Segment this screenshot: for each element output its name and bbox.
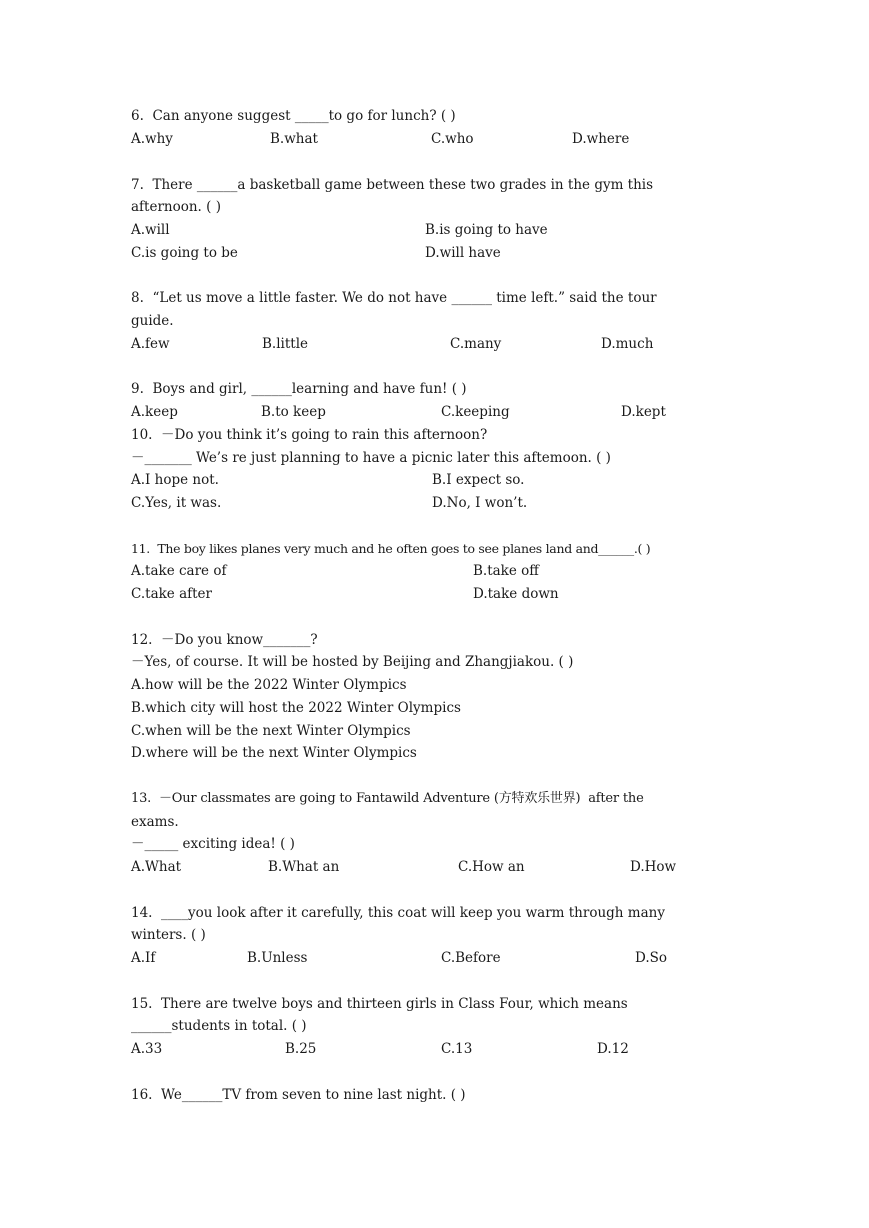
q9-stem: 9. Boys and girl, ______learning and have fun! ( ) [131, 381, 467, 397]
q10-stem: 10. －Do you think it’s going to rain this afternoon? [131, 427, 488, 443]
q11-option-c: C.take after [131, 586, 212, 602]
q15-stem-cont: ______students in total. ( ) [131, 1018, 307, 1034]
q10-option-c: C.Yes, it was. [131, 495, 222, 511]
q10-option-b: B.I expect so. [432, 472, 525, 488]
q12-option-c: C.when will be the next Winter Olympics [131, 723, 411, 739]
q9-option-b: B.to keep [261, 404, 326, 420]
q7-option-c: C.is going to be [131, 245, 238, 261]
q16-stem: 16. We______TV from seven to nine last night. ( ) [131, 1087, 466, 1103]
q13-stem: 13. －Our classmates are going to Fantawild Adventure (方特欢乐世界) after the [131, 791, 644, 806]
q15-option-a: A.33 [131, 1041, 163, 1057]
q12-stem-cont: －Yes, of course. It will be hosted by Beijing and Zhangjiakou. ( ) [131, 654, 574, 670]
q13-option-b: B.What an [268, 859, 340, 875]
q12-option-b: B.which city will host the 2022 Winter Olympics [131, 700, 461, 716]
q6-stem: 6. Can anyone suggest _____to go for lunch? ( ) [131, 108, 456, 124]
q13-option-d: D.How [630, 859, 677, 875]
q8-option-a: A.few [131, 336, 170, 352]
q12-stem: 12. －Do you know_______? [131, 632, 318, 648]
q11-stem: 11. The boy likes planes very much and he often goes to see planes land and______.( ) [131, 541, 651, 556]
q14-option-b: B.Unless [247, 950, 308, 966]
q13-stem-cont: exams. [131, 814, 179, 830]
q14-stem-cont: winters. ( ) [131, 927, 206, 943]
q8-stem: 8. “Let us move a little faster. We do not have ______ time left.” said the tour [131, 290, 657, 306]
q10-stem-cont: －_______ We’s re just planning to have a picnic later this aftemoon. ( ) [131, 450, 611, 466]
q6-option-d: D.where [572, 131, 630, 147]
q6-option-c: C.who [431, 131, 474, 147]
q10-option-a: A.I hope not. [131, 472, 219, 488]
q8-option-d: D.much [601, 336, 654, 352]
q7-stem-cont: afternoon. ( ) [131, 199, 221, 215]
q6-option-b: B.what [270, 131, 318, 147]
q7-stem: 7. There ______a basketball game between these two grades in the gym this [131, 177, 654, 193]
q8-stem-cont: guide. [131, 313, 174, 329]
q15-option-c: C.13 [441, 1041, 473, 1057]
q14-option-c: C.Before [441, 950, 501, 966]
q14-option-a: A.If [131, 950, 156, 966]
q9-option-d: D.kept [621, 404, 666, 420]
q15-option-d: D.12 [597, 1041, 629, 1057]
q7-option-b: B.is going to have [425, 222, 548, 238]
q12-option-a: A.how will be the 2022 Winter Olympics [131, 677, 407, 693]
q8-option-b: B.little [262, 336, 309, 352]
q13-stem-cont2: －_____ exciting idea! ( ) [131, 836, 295, 852]
q11-option-d: D.take down [473, 586, 559, 602]
q11-option-b: B.take off [473, 563, 539, 579]
q9-option-a: A.keep [131, 404, 178, 420]
q9-option-c: C.keeping [441, 404, 510, 420]
q14-stem: 14. ____you look after it carefully, this coat will keep you warm through many [131, 905, 665, 921]
q12-option-d: D.where will be the next Winter Olympics [131, 745, 417, 761]
q13-option-c: C.How an [458, 859, 525, 875]
q15-stem: 15. There are twelve boys and thirteen girls in Class Four, which means [131, 996, 628, 1012]
q7-option-d: D.will have [425, 245, 501, 261]
q14-option-d: D.So [635, 950, 668, 966]
q6-option-a: A.why [131, 131, 173, 147]
q15-option-b: B.25 [285, 1041, 317, 1057]
q11-option-a: A.take care of [131, 563, 227, 579]
q13-option-a: A.What [131, 859, 182, 875]
q10-option-d: D.No, I won’t. [432, 495, 528, 511]
q7-option-a: A.will [131, 222, 170, 238]
q8-option-c: C.many [450, 336, 502, 352]
